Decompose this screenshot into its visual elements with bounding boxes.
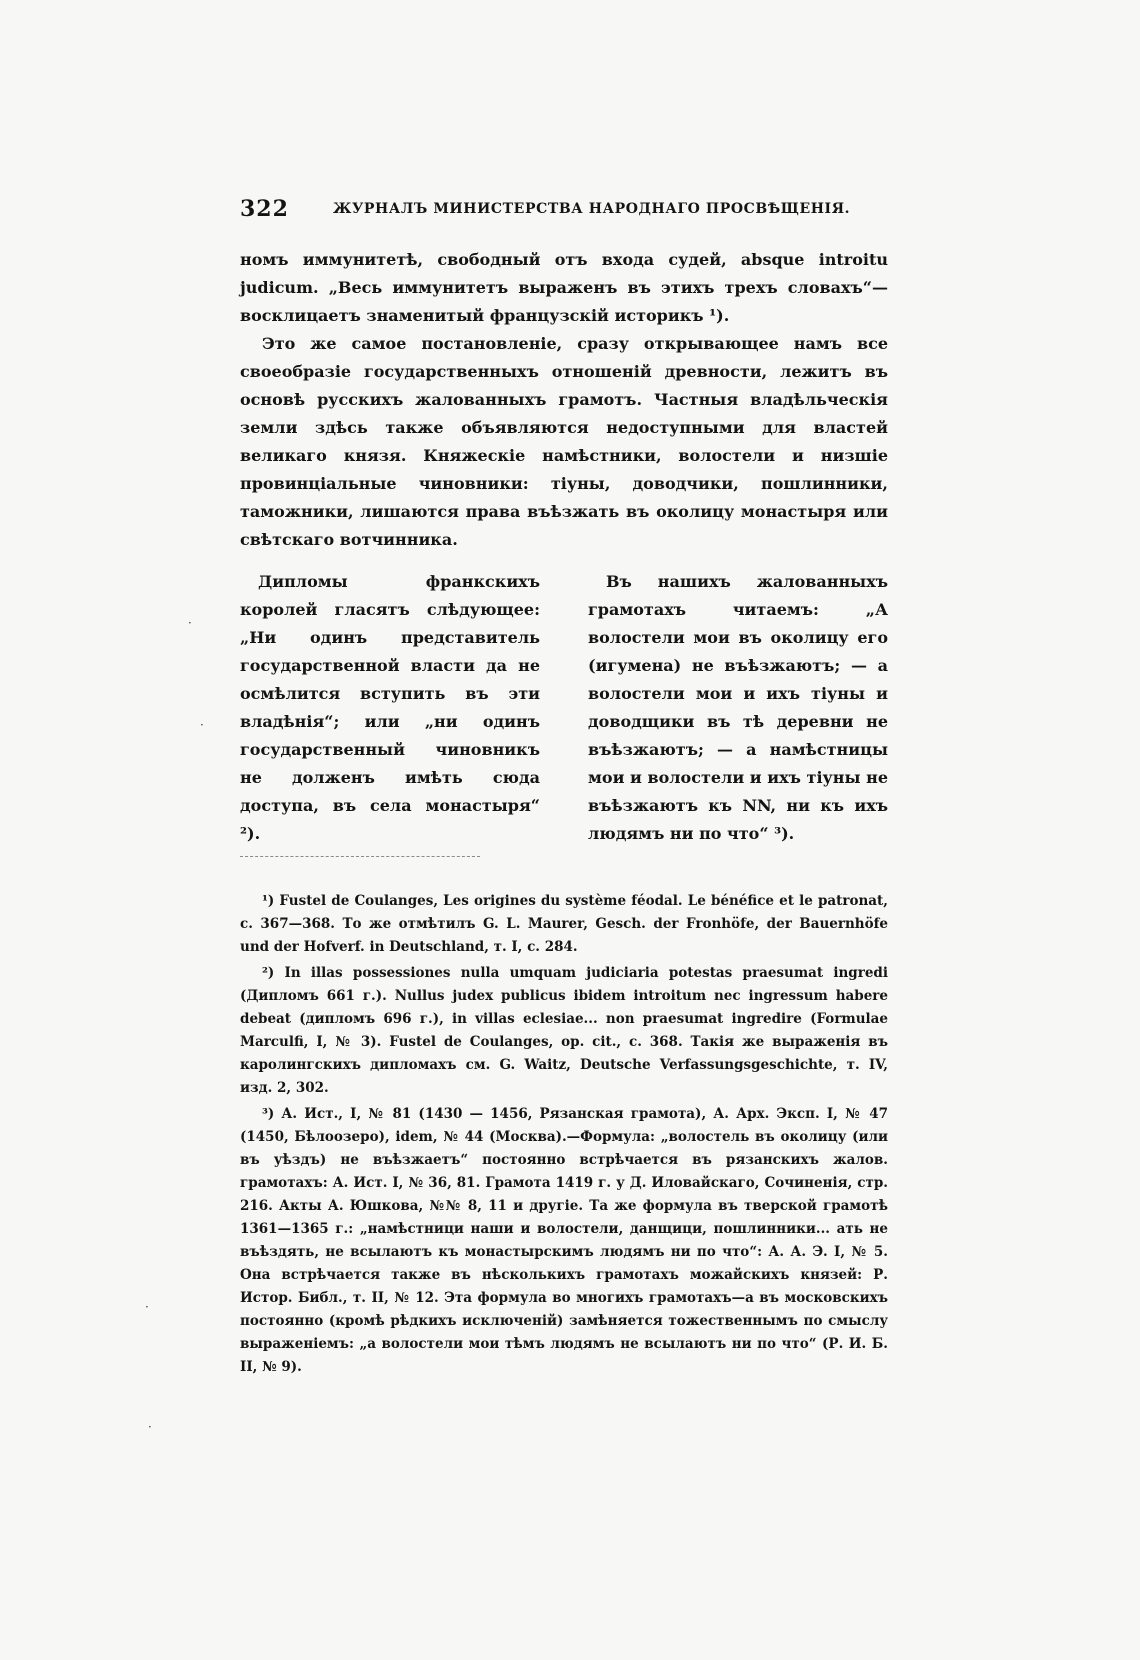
main-text — [240, 246, 888, 554]
footnotes — [240, 890, 888, 1382]
scan-speck: · — [145, 1300, 149, 1314]
right-column-russian-charters: Въ нашихъ жалованныхъ грамотахъ читаемъ: „А волостели мои въ околицу его (игумена) не въѣзжаютъ; — а волостели мои и ихъ тіуны и доводщики въ тѣ деревни не въѣзжаютъ; — а намѣстницы мои и волостели и ихъ тіуны не въѣзжаютъ къ NN, ни къ ихъ людямъ ни по что“ ³). — [588, 572, 888, 843]
left-column-frankish-diplomas: Дипломы франкскихъ королей гласятъ слѣдующее: „Ни одинъ представитель государственной власти да не осмѣлится вступить въ эти владѣнія“; или „ни одинъ государственный чиновникъ не долженъ имѣть сюда доступа, въ села монастыря“ ²). — [240, 572, 540, 843]
scan-speck: · — [148, 1420, 152, 1434]
paragraph-1: номъ иммунитетѣ, свободный отъ входа судей, absque introitu judicum. „Весь иммунитетъ выраженъ въ этихъ трехъ словахъ“—восклицаетъ знаменитый французскій историкъ ¹). — [240, 250, 888, 325]
running-title: ЖУРНАЛЪ МИНИСТЕРСТВА НАРОДНАГО ПРОСВѢЩЕНІЯ. — [333, 201, 851, 217]
footnote-3: ³) А. Ист., I, № 81 (1430 — 1456, Рязанская грамота), А. Арх. Эксп. I, № 47 (1450, Бѣлоозеро), idem, № 44 (Москва).—Формула: „волостель въ околицу (или въ уѣздъ) не въѣзжаетъ“ постоянно встрѣчается въ рязанскихъ жалов. грамотахъ: А. Ист. I, № 36, 81. Грамота 1419 г. у Д. Иловайскаго, Сочиненія, стр. 216. Акты А. Юшкова, №№ 8, 11 и другіе. Та же формула въ тверской грамотѣ 1361—1365 г.: „намѣстници наши и волостели, данщици, пошлинники... ать не въѣздять, не всылаютъ къ монастырскимъ людямъ ни по что“: А. А. Э. I, № 5. Она встрѣчается также въ нѣсколькихъ грамотахъ можайскихъ князей: Р. Истор. Библ., т. II, № 12. Эта формула во многихъ грамотахъ—а въ московскихъ постоянно (кромѣ рѣдкихъ исключеній) замѣняется тожественнымъ по смыслу выраженіемъ: „а волостели мои тѣмъ людямъ не всылаютъ ни по что“ (Р. И. Б. II, № 9). — [240, 1106, 888, 1375]
scan-speck: · — [200, 718, 204, 732]
paragraph-2: Это же самое постановленіе, сразу открывающее намъ все своеобразіе государственныхъ отношеній древности, лежитъ въ основѣ русскихъ жалованныхъ грамотъ. Частныя владѣльческія земли здѣсь также объявляются недоступными для властей великаго князя. Княжескіе намѣстники, волостели и низшіе провинціальные чиновники: тіуны, доводчики, пошлинники, таможники, лишаются права въѣзжать въ околицу монастыря или свѣтскаго вотчинника. — [240, 334, 888, 549]
footnote-2: ²) In illas possessiones nulla umquam judiciaria potestas praesumat ingredi (Дипломъ 661 г.). Nullus judex publicus ibidem introitum nec ingressum habere debeat (дипломъ 696 г.), in villas eclesiae... non praesumat ingredire (Formulae Marculfi, I, № 3). Fustel de Coulanges, op. cit., с. 368. Такія же выраженія въ каролингскихъ дипломахъ см. G. Waitz, Deutsche Verfassungsgeschichte, т. IV, изд. 2, 302. — [240, 965, 888, 1096]
page-header — [238, 196, 888, 226]
footnote-divider — [240, 856, 480, 857]
footnote-1: ¹) Fustel de Coulanges, Les origines du système féodal. Le bénéfice et le patronat, с. 367—368. То же отмѣтилъ G. L. Maurer, Gesch. der Fronhöfe, der Bauernhöfe und der Hofverf. in Deutschland, т. I, с. 284. — [240, 893, 888, 955]
two-column-comparison — [240, 568, 888, 843]
page-number: 322 — [240, 196, 289, 222]
scan-speck: · — [188, 616, 192, 630]
